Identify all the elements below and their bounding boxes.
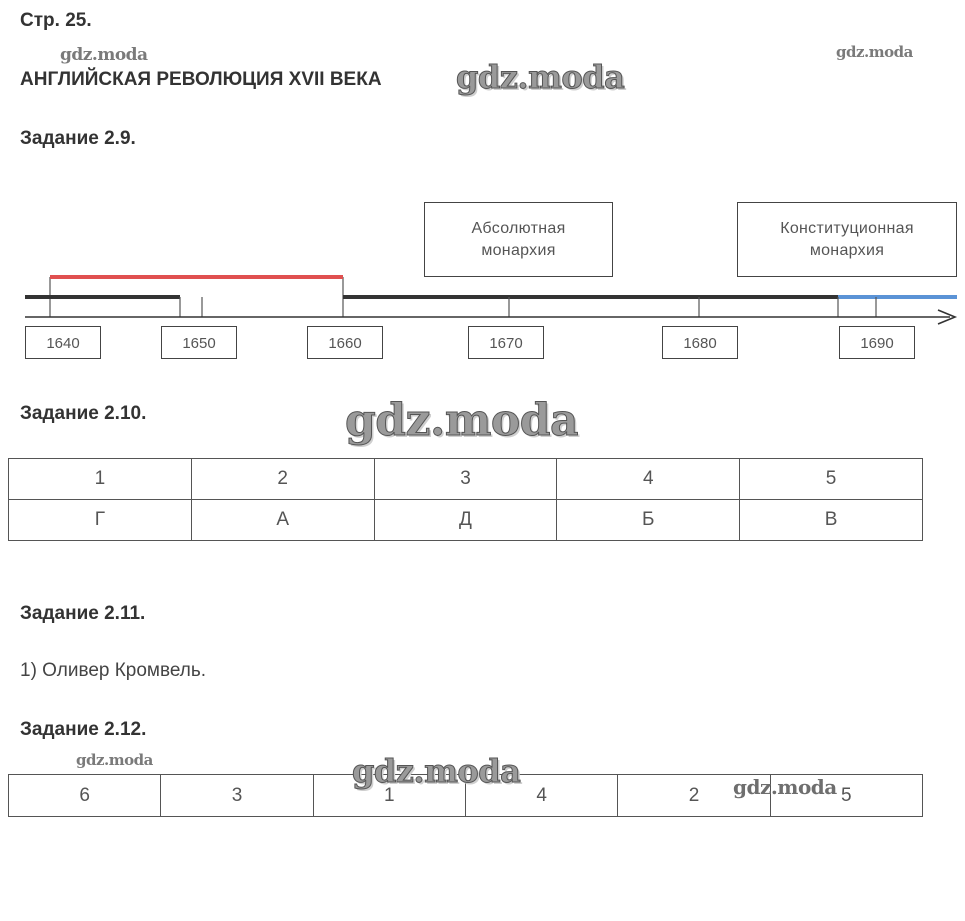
table-cell: 4 — [465, 775, 617, 817]
page-title: АНГЛИЙСКАЯ РЕВОЛЮЦИЯ XVII ВЕКА — [20, 69, 382, 90]
page-number: Стр. 25. — [20, 10, 92, 31]
year-box-1690: 1690 — [839, 326, 915, 359]
table-cell: 3 — [374, 459, 557, 500]
table-row — [9, 459, 923, 500]
table-cell: 6 — [9, 775, 161, 817]
watermark-logo: gdz.moda — [345, 395, 579, 446]
table-cell: 1 — [9, 459, 192, 500]
table-cell: 2 — [191, 459, 374, 500]
era-label-absolute: Абсолютная монархия — [471, 219, 566, 259]
table-cell: 1 — [313, 775, 465, 817]
timeline — [0, 190, 965, 370]
table-cell: 5 — [740, 459, 923, 500]
year-box-1670: 1670 — [468, 326, 544, 359]
year-box-1660: 1660 — [307, 326, 383, 359]
table-cell: Б — [557, 500, 740, 541]
task-2-10-table — [8, 458, 923, 541]
table-cell: 2 — [618, 775, 770, 817]
table-cell: Г — [9, 500, 192, 541]
task-2-12-heading: Задание 2.12. — [20, 719, 147, 740]
table-cell: В — [740, 500, 923, 541]
task-2-11-heading: Задание 2.11. — [20, 603, 146, 624]
table-cell: Д — [374, 500, 557, 541]
era-label-constitutional: Конституционная монархия — [780, 219, 914, 259]
task-2-9-heading: Задание 2.9. — [20, 128, 136, 149]
table-cell: 5 — [770, 775, 922, 817]
watermark-logo: gdz.moda — [76, 751, 153, 769]
table-row — [9, 500, 923, 541]
year-box-1680: 1680 — [662, 326, 738, 359]
task-2-10-heading: Задание 2.10. — [20, 403, 147, 424]
watermark-logo: gdz.moda — [456, 58, 625, 96]
year-box-1640: 1640 — [25, 326, 101, 359]
watermark-logo: gdz.moda — [733, 775, 837, 799]
task-2-11-answer: 1) Оливер Кромвель. — [20, 660, 207, 681]
era-box-constitutional-monarchy — [737, 202, 957, 277]
table-cell: 4 — [557, 459, 740, 500]
watermark-logo: gdz.moda — [60, 45, 148, 65]
watermark-logo: gdz.moda — [352, 752, 521, 790]
table-cell: А — [191, 500, 374, 541]
watermark-logo: gdz.moda — [836, 43, 913, 61]
year-box-1650: 1650 — [161, 326, 237, 359]
era-box-absolute-monarchy — [424, 202, 613, 277]
table-cell: 3 — [161, 775, 313, 817]
